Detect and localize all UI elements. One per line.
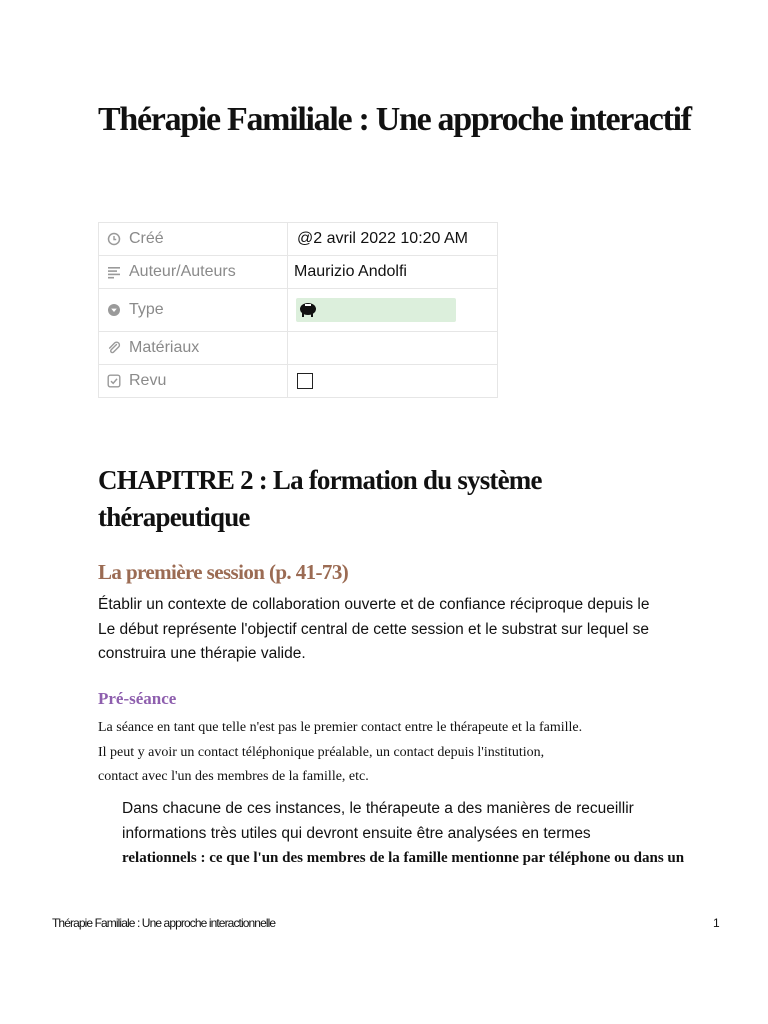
clock-icon [107,232,121,246]
property-row-materials [99,332,498,365]
property-key-created: Créé [129,230,164,247]
subsection-line: Il peut y avoir un contact téléphonique préalable, un contact depuis l'institution, [98,744,545,760]
indented-paragraph [122,797,762,871]
page-title: Thérapie Familiale : Une approche interactif [98,101,691,138]
page-number: 1 [713,916,720,930]
property-row-author [99,256,498,289]
footer-title: Thérapie Familiale : Une approche interactionnelle [52,916,276,930]
properties-table [98,222,498,398]
select-arrow-icon [107,303,121,317]
emoji-icon [298,301,318,319]
chapter-heading: CHAPITRE 2 : La formation du système thérapeutique [98,465,542,532]
indented-line: informations très utiles qui devront ensuite être analysées en termes [122,824,591,842]
property-row-type [99,289,498,332]
intro-line: Le début représente l'objectif central de cette session et le substrat sur lequel se [98,620,649,638]
text-lines-icon [107,265,121,279]
subsection-line: La séance en tant que telle n'est pas le premier contact entre le thérapeute et la famille. [98,720,583,735]
subsection-paragraph [98,716,718,790]
property-value-author: Maurizio Andolfi [294,263,407,280]
intro-line: construira une thérapie valide. [98,645,306,662]
subsection-heading: Pré-séance [98,689,177,708]
section-heading: La première session (p. 41-73) [98,560,349,584]
property-row-created [99,223,498,256]
intro-line: Établir un contexte de collaboration ouverte et de confiance réciproque depuis le [98,596,650,613]
intro-paragraph [98,593,718,667]
property-key-materials: Matériaux [129,339,200,356]
type-tag[interactable] [296,298,456,322]
property-row-reviewed [99,365,498,398]
property-key-type: Type [129,301,164,318]
subsection-line: contact avec l'un des membres de la famille, etc. [98,769,369,784]
paperclip-icon [107,341,121,355]
indented-bold-line: relationnels : ce que l'un des membres de la famille mentionne par téléphone ou dans un [122,850,685,866]
checkbox-icon [107,374,121,388]
reviewed-checkbox[interactable] [297,373,313,389]
property-value-created: @2 avril 2022 10:20 AM [288,223,498,256]
property-key-reviewed: Revu [129,372,167,389]
property-key-author: Auteur/Auteurs [129,263,236,280]
property-value-materials [288,332,498,365]
indented-line: Dans chacune de ces instances, le thérapeute a des manières de recueillir [122,800,634,817]
